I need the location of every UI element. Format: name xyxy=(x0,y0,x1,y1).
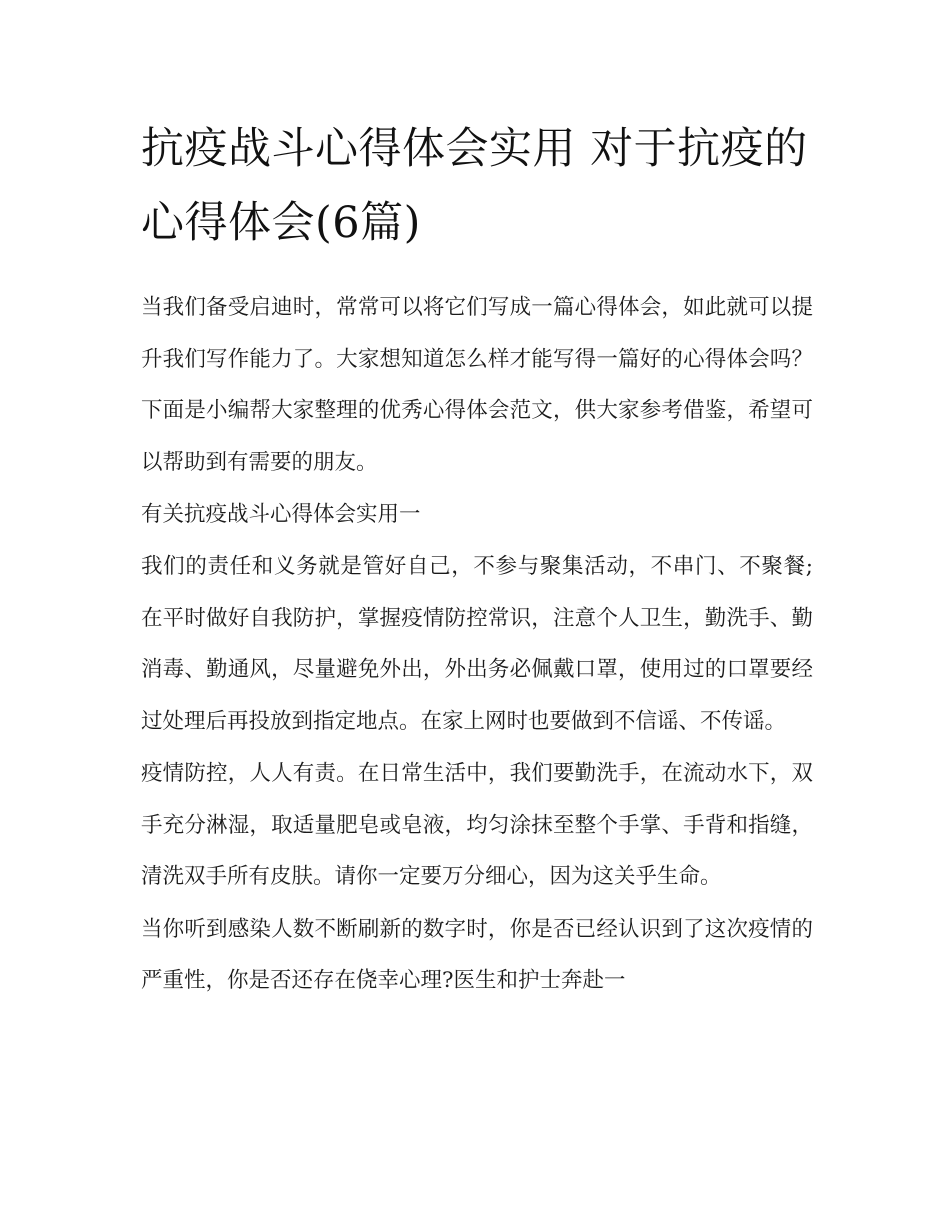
body-paragraph-1: 我们的责任和义务就是管好自己，不参与聚集活动，不串门、不聚餐;在平时做好自我防护，掌握疫情防控常识，注意个人卫生，勤洗手、勤消毒、勤通风，尽量避免外出，外出务必佩戴口罩，使用过的口罩要经过处理后再投放到指定地点。在家上网时也要做到不信谣、不传谣。 xyxy=(141,554,813,734)
body-paragraph-3: 当你听到感染人数不断刷新的数字时，你是否已经认识到了这次疫情的严重性，你是否还存在侥幸心理?医生和护士奔赴一 xyxy=(141,916,813,993)
section-heading: 有关抗疫战斗心得体会实用一 xyxy=(141,502,421,527)
document-body xyxy=(141,282,813,1007)
document-title: 抗疫战斗心得体会实用 对于抗疫的心得体会(6篇) xyxy=(141,124,808,248)
body-paragraph-2: 疫情防控，人人有责。在日常生活中，我们要勤洗手，在流动水下，双手充分淋湿，取适量肥皂或皂液，均匀涂抹至整个手掌、手背和指缝，清洗双手所有皮肤。请你一定要万分细心，因为这关乎生命。 xyxy=(141,761,813,889)
intro-paragraph: 当我们备受启迪时，常常可以将它们写成一篇心得体会，如此就可以提升我们写作能力了。大家想知道怎么样才能写得一篇好的心得体会吗？下面是小编帮大家整理的优秀心得体会范文，供大家参考借鉴，希望可以帮助到有需要的朋友。 xyxy=(141,295,813,475)
document-content xyxy=(141,112,813,1008)
